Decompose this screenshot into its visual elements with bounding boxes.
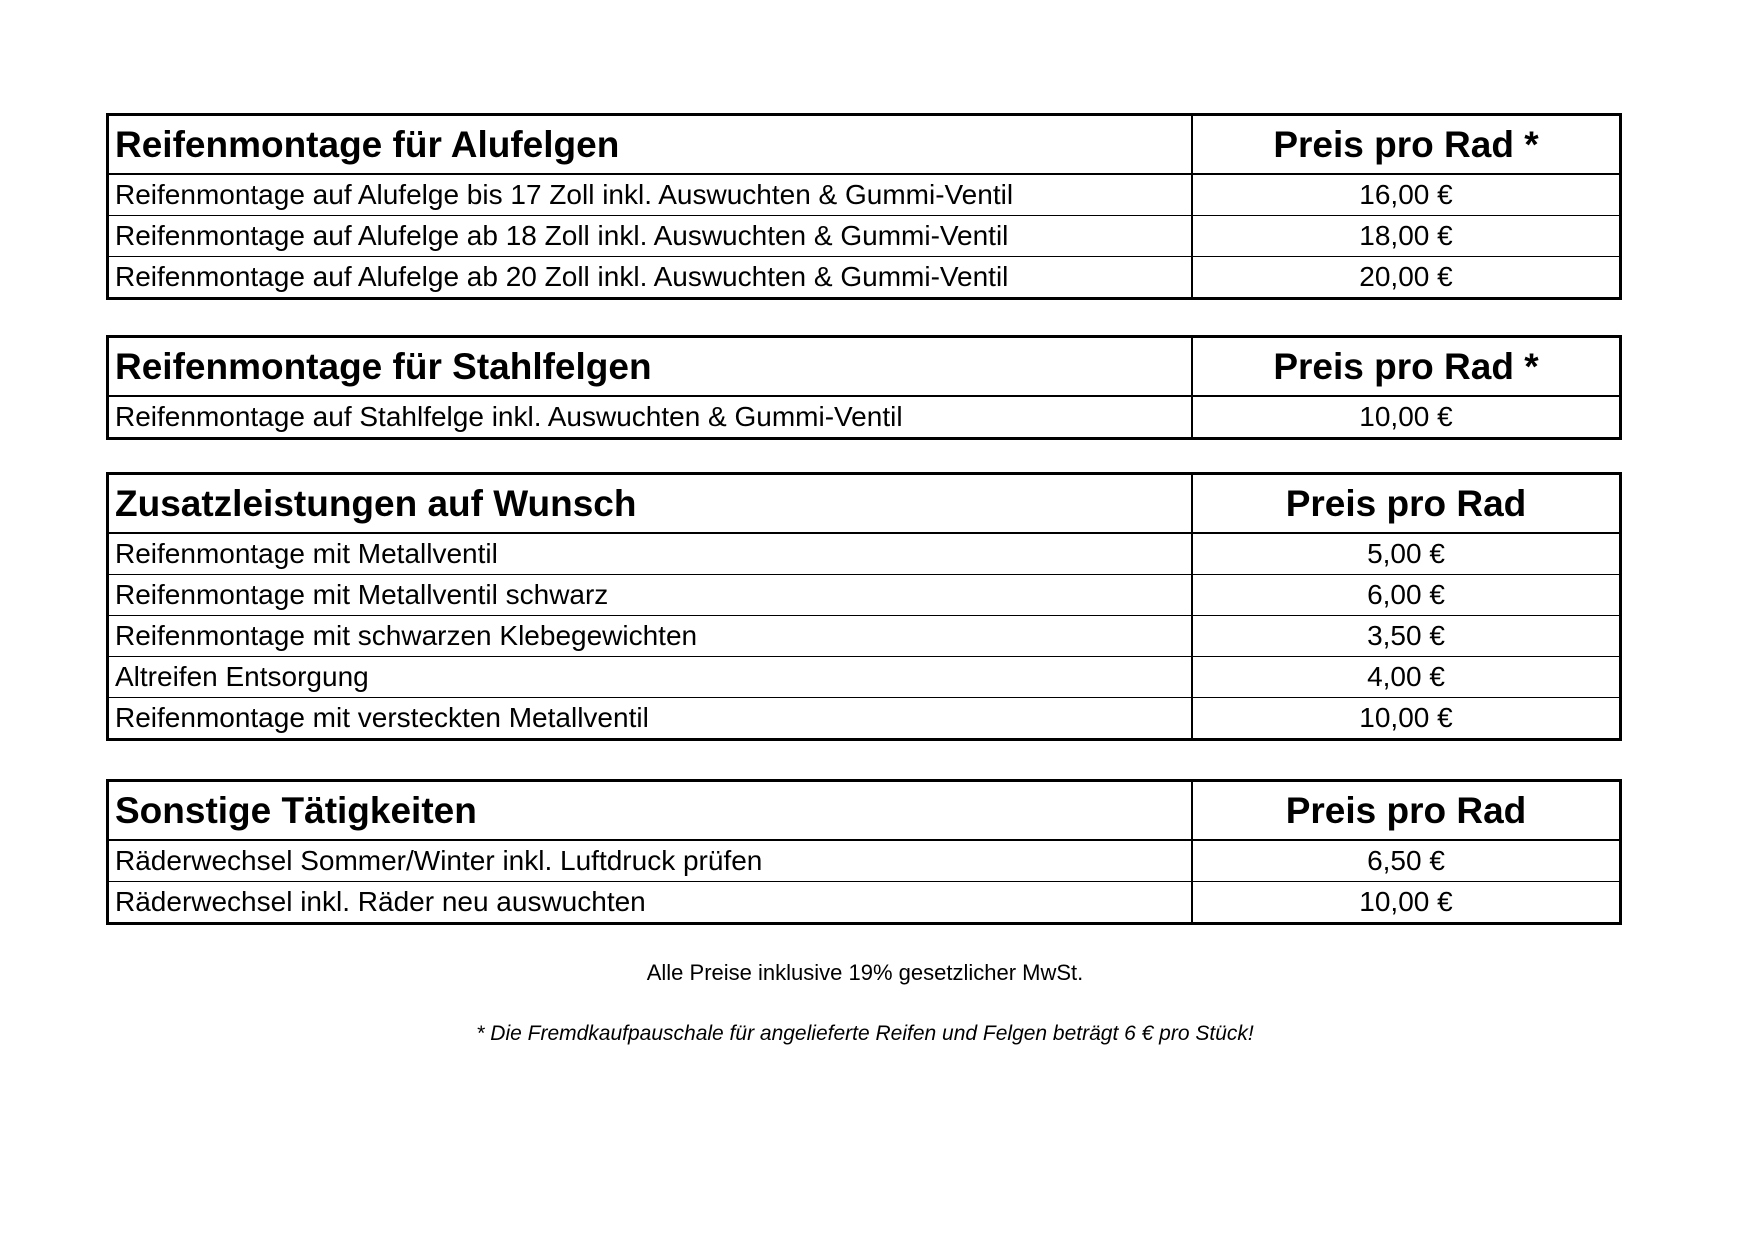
service-label: Reifenmontage auf Alufelge ab 20 Zoll inkl. Auswuchten & Gummi-Ventil (108, 257, 1193, 299)
price-column-header: Preis pro Rad (1192, 474, 1621, 534)
table-row (108, 396, 1621, 439)
foreign-purchase-note: * Die Fremdkaufpauschale für angelieferte Reifen und Felgen beträgt 6 € pro Stück! (476, 1022, 1254, 1045)
table-row (108, 174, 1621, 216)
price-table-stahlfelgen (106, 335, 1622, 440)
price-column-header: Preis pro Rad * (1192, 337, 1621, 397)
service-label: Reifenmontage auf Alufelge ab 18 Zoll inkl. Auswuchten & Gummi-Ventil (108, 216, 1193, 257)
table-row (108, 698, 1621, 740)
table-row (108, 882, 1621, 924)
service-price: 20,00 € (1192, 257, 1621, 299)
table-row (108, 533, 1621, 575)
section-title: Sonstige Tätigkeiten (108, 781, 1193, 841)
table-header-row (108, 781, 1621, 841)
table-row (108, 657, 1621, 698)
service-label: Räderwechsel inkl. Räder neu auswuchten (108, 882, 1193, 924)
table-header-row (108, 115, 1621, 175)
vat-note: Alle Preise inklusive 19% gesetzlicher MwSt. (646, 960, 1084, 985)
section-title: Reifenmontage für Alufelgen (108, 115, 1193, 175)
service-price: 4,00 € (1192, 657, 1621, 698)
table-row (108, 575, 1621, 616)
service-label: Reifenmontage mit Metallventil schwarz (108, 575, 1193, 616)
price-column-header: Preis pro Rad (1192, 781, 1621, 841)
service-price: 3,50 € (1192, 616, 1621, 657)
service-label: Reifenmontage mit versteckten Metallventil (108, 698, 1193, 740)
service-label: Reifenmontage mit Metallventil (108, 533, 1193, 575)
service-label: Räderwechsel Sommer/Winter inkl. Luftdruck prüfen (108, 840, 1193, 882)
table-header-row (108, 337, 1621, 397)
service-price: 10,00 € (1192, 882, 1621, 924)
price-table-alufelgen (106, 113, 1622, 300)
service-price: 16,00 € (1192, 174, 1621, 216)
service-label: Reifenmontage mit schwarzen Klebegewichten (108, 616, 1193, 657)
section-title: Zusatzleistungen auf Wunsch (108, 474, 1193, 534)
price-table-sonstige (106, 779, 1622, 925)
service-label: Reifenmontage auf Stahlfelge inkl. Auswuchten & Gummi-Ventil (108, 396, 1193, 439)
table-row (108, 257, 1621, 299)
table-row (108, 840, 1621, 882)
service-price: 5,00 € (1192, 533, 1621, 575)
service-price: 6,50 € (1192, 840, 1621, 882)
service-price: 18,00 € (1192, 216, 1621, 257)
price-column-header: Preis pro Rad * (1192, 115, 1621, 175)
table-row (108, 216, 1621, 257)
table-header-row (108, 474, 1621, 534)
price-table-zusatzleistungen (106, 472, 1622, 741)
section-title: Reifenmontage für Stahlfelgen (108, 337, 1193, 397)
service-price: 10,00 € (1192, 396, 1621, 439)
service-price: 10,00 € (1192, 698, 1621, 740)
service-label: Reifenmontage auf Alufelge bis 17 Zoll inkl. Auswuchten & Gummi-Ventil (108, 174, 1193, 216)
table-row (108, 616, 1621, 657)
service-price: 6,00 € (1192, 575, 1621, 616)
service-label: Altreifen Entsorgung (108, 657, 1193, 698)
